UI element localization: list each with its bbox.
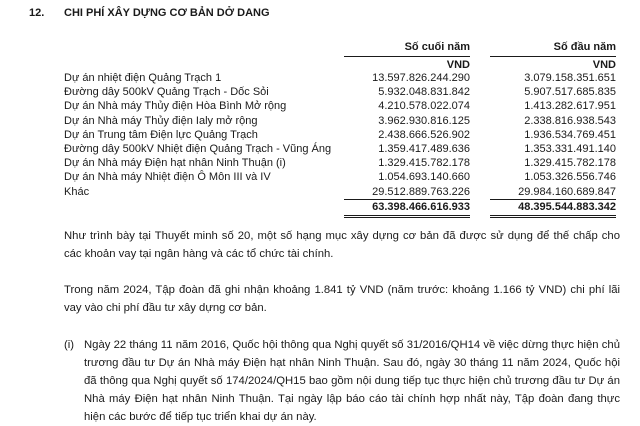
table-row <box>64 85 620 99</box>
header-begin-year <box>490 39 616 74</box>
footnote-text: Ngày 22 tháng 11 năm 2016, Quốc hội thông qua Nghị quyết số 31/2016/QH14 về việc dừng thực hiện chủ trương đầu tư Dự án Nhà máy Điện hạt nhân Ninh Thuận. Sau đó, ngày 30 tháng 11 năm 2024, Quốc hội đã thông qua Nghị quyết số 174/2024/QH15 bao gồm nội dung tiếp tục thực hiện chủ trương đầu tư Dự án Nhà máy Điện hạt nhân Ninh Thuận. Tại ngày lập báo cáo tài chính hợp nhất này, Tập đoàn đang thực hiện các bước để tiếp tục triển khai dự án này. <box>84 339 620 423</box>
table-row <box>64 170 620 184</box>
row-end-value: 3.962.930.816.125 <box>378 114 470 127</box>
row-end-value: 1.359.417.489.636 <box>378 142 470 155</box>
row-begin-value: 1.353.331.491.140 <box>524 142 616 155</box>
table-row <box>64 156 620 170</box>
row-end-value: 4.210.578.022.074 <box>378 100 470 113</box>
table-row <box>64 128 620 142</box>
table-row <box>64 114 620 128</box>
capitalized-interest-paragraph: Trong năm 2024, Tập đoàn đã ghi nhận khoảng 1.841 tỷ VND (năm trước: khoảng 1.166 tỷ VND) chi phí lãi vay vào chi phí đầu tư xây dựng cơ bản. <box>64 284 620 314</box>
row-end-value: 2.438.666.526.902 <box>378 128 470 141</box>
row-begin-value: 29.984.160.689.847 <box>490 185 616 200</box>
row-label: Dự án nhiệt điện Quảng Trạch 1 <box>64 72 222 84</box>
row-begin-value: 3.079.158.351.651 <box>524 72 616 84</box>
section-number: 12. <box>29 7 45 19</box>
row-label: Đường dây 500kV Quảng Trạch - Dốc Sỏi <box>64 86 269 99</box>
row-begin-value: 5.907.517.685.835 <box>524 86 616 99</box>
construction-in-progress-table <box>64 71 620 215</box>
row-label: Dự án Nhà máy Điện hạt nhân Ninh Thuận (i) <box>64 157 286 170</box>
total-end-value: 63.398.466.616.933 <box>344 199 470 218</box>
row-label: Khác <box>64 185 90 198</box>
row-label: Dự án Trung tâm Điện lực Quảng Trạch <box>64 128 258 141</box>
table-row <box>64 99 620 113</box>
header-begin-year-label: Số đầu năm <box>553 41 616 53</box>
row-begin-value: 1.413.282.617.951 <box>524 100 616 113</box>
table-row <box>64 71 620 85</box>
row-label: Dự án Nhà máy Nhiệt điện Ô Môn III và IV <box>64 171 271 184</box>
header-end-year-label: Số cuối năm <box>404 41 470 53</box>
row-begin-value: 2.338.816.938.543 <box>524 114 616 127</box>
mortgage-paragraph: Như trình bày tại Thuyết minh số 20, một số hạng mục xây dựng cơ bản đã được sử dụng để thế chấp cho các khoản vay tại ngân hàng và các tổ chức tài chính. <box>64 230 620 260</box>
row-label: Dự án Nhà máy Thủy điện Hòa Bình Mở rộng <box>64 100 287 113</box>
section-title: CHI PHÍ XÂY DỰNG CƠ BẢN DỞ DANG <box>64 7 270 19</box>
row-end-value: 1.054.693.140.660 <box>378 171 470 184</box>
footnote-i <box>64 336 620 426</box>
row-begin-value: 1.053.326.556.746 <box>524 171 616 184</box>
footnote-marker: (i) <box>64 339 75 351</box>
header-end-year-unit: VND <box>344 56 470 74</box>
table-row <box>64 142 620 156</box>
header-end-year <box>344 39 470 74</box>
row-begin-value: 1.936.534.769.451 <box>524 128 616 141</box>
row-end-value: 13.597.826.244.290 <box>372 72 470 84</box>
row-end-value: 29.512.889.763.226 <box>344 185 470 200</box>
row-label: Dự án Nhà máy Thủy điện Ialy mở rộng <box>64 114 258 127</box>
row-end-value: 5.932.048.831.842 <box>378 86 470 99</box>
total-row <box>64 199 620 215</box>
row-end-value: 1.329.415.782.178 <box>378 157 470 170</box>
header-begin-year-unit: VND <box>490 56 616 74</box>
row-begin-value: 1.329.415.782.178 <box>524 157 616 170</box>
table-row <box>64 185 620 199</box>
total-begin-value: 48.395.544.883.342 <box>490 199 616 218</box>
row-label: Đường dây 500kV Nhiệt điện Quảng Trạch - Vũng Áng <box>64 142 332 155</box>
